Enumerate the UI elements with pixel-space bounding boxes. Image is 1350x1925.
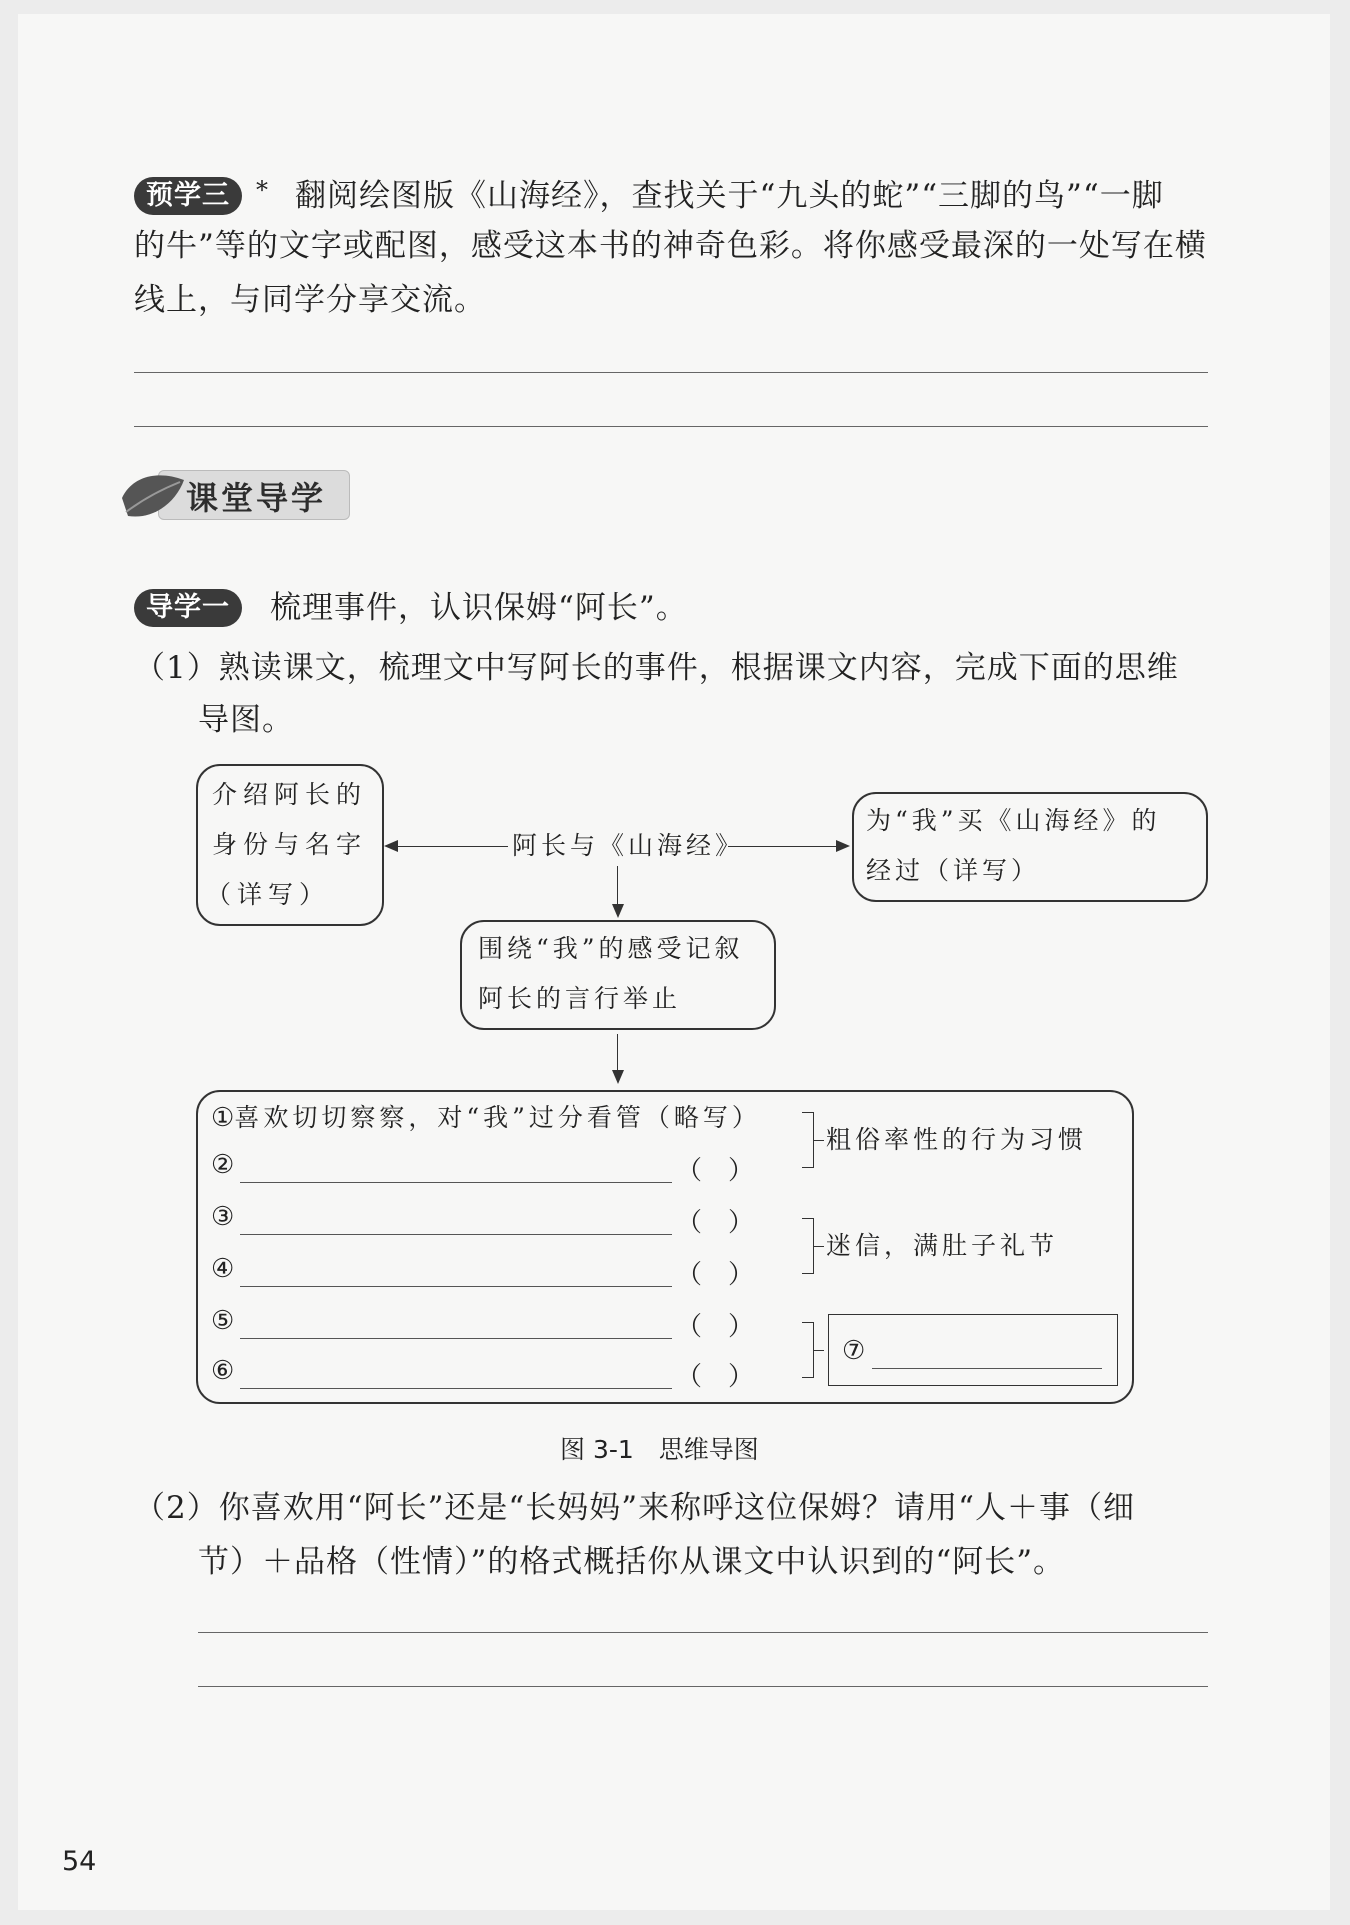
q1-line2: 导图。 — [198, 702, 294, 738]
group-3-num: ⑦ — [842, 1336, 866, 1366]
left-box-line2: 身份与名字 — [212, 830, 368, 859]
event-3-paren[interactable]: （ ） — [676, 1208, 755, 1238]
event-2-blank[interactable] — [240, 1182, 672, 1183]
right-box-line2: 经过（详写） — [866, 856, 1041, 885]
arrowhead-down-2-icon — [611, 1070, 625, 1084]
event-row-6 — [211, 1356, 245, 1386]
bracket-2 — [802, 1218, 814, 1274]
bracket-1-tick — [814, 1140, 824, 1141]
arrowhead-down-1-icon — [611, 904, 625, 918]
arrow-to-right — [728, 846, 838, 847]
bracket-2-tick — [814, 1246, 824, 1247]
event-5-num: ⑤ — [211, 1306, 235, 1336]
left-box-line3: （详写） — [206, 880, 331, 909]
event-2-num: ② — [211, 1150, 235, 1180]
event-4-blank[interactable] — [240, 1286, 672, 1287]
event-row-5 — [211, 1306, 245, 1336]
group-2-label: 迷信，满肚子礼节 — [826, 1231, 1059, 1260]
section1-line3: 线上，与同学分享交流。 — [134, 282, 486, 318]
bracket-1 — [802, 1112, 814, 1168]
arrow-down-2 — [617, 1034, 618, 1072]
right-box-line1: 为“我”买《山海经》的 — [866, 806, 1161, 835]
leaf-icon — [118, 468, 188, 524]
event-4-paren[interactable]: （ ） — [676, 1260, 755, 1290]
event-4-num: ④ — [211, 1254, 235, 1284]
arrow-to-left — [396, 846, 508, 847]
bracket-3-tick — [814, 1350, 824, 1351]
left-box — [196, 764, 384, 926]
event-row-2 — [211, 1150, 245, 1180]
answer-line-1[interactable] — [134, 372, 1208, 373]
arrowhead-left-icon — [384, 839, 400, 853]
section1-line1 — [134, 162, 1164, 224]
section2-heading-text: 梳理事件，认识保姆“阿长”。 — [270, 590, 688, 626]
section-banner — [118, 464, 352, 526]
event-5-paren[interactable]: （ ） — [676, 1312, 755, 1342]
bracket-3 — [802, 1322, 814, 1378]
left-box-line1: 介绍阿长的 — [212, 780, 368, 809]
event-row-1 — [211, 1098, 761, 1138]
event-3-blank[interactable] — [240, 1234, 672, 1235]
answer-line-2[interactable] — [134, 426, 1208, 427]
q2-line2: 节）＋品格（性情）”的格式概括你从课文中认识到的“阿长”。 — [198, 1544, 1066, 1580]
event-6-blank[interactable] — [240, 1388, 672, 1389]
figure-caption: 图 3-1 思维导图 — [560, 1435, 759, 1464]
event-2-paren[interactable]: （ ） — [676, 1156, 755, 1186]
event-3-num: ③ — [211, 1202, 235, 1232]
arrowhead-right-icon — [836, 839, 852, 853]
event-6-paren[interactable]: （ ） — [676, 1362, 755, 1392]
q1-line1: （1）熟读课文，梳理文中写阿长的事件，根据课文内容，完成下面的思维 — [134, 650, 1179, 686]
section1-badge: 预学三 — [134, 177, 242, 215]
section1-star: * — [256, 176, 269, 204]
section1-line2: 的牛”等的文字或配图，感受这本书的神奇色彩。将你感受最深的一处写在横 — [134, 228, 1207, 264]
arrow-down-1 — [617, 866, 618, 906]
mid-box — [460, 920, 776, 1030]
section1-text-1: 翻阅绘图版《山海经》，查找关于“九头的蛇”“三脚的鸟”“一脚 — [295, 178, 1164, 214]
group-3-box — [828, 1314, 1118, 1386]
right-box — [852, 792, 1208, 902]
event-1-text: 喜欢切切察察，对“我”过分看管（略写） — [234, 1103, 761, 1132]
center-label: 阿长与《山海经》 — [512, 831, 745, 860]
page-number: 54 — [62, 1846, 97, 1877]
q2-line1: （2）你喜欢用“阿长”还是“长妈妈”来称呼这位保姆？请用“人＋事（细 — [134, 1490, 1135, 1526]
event-5-blank[interactable] — [240, 1338, 672, 1339]
section2-heading — [134, 580, 688, 636]
q2-answer-line-1[interactable] — [198, 1632, 1208, 1633]
event-6-num: ⑥ — [211, 1356, 235, 1386]
event-row-4 — [211, 1254, 245, 1284]
event-row-3 — [211, 1202, 245, 1232]
group-1-label: 粗俗率性的行为习惯 — [826, 1125, 1088, 1154]
mid-box-line2: 阿长的言行举止 — [478, 984, 682, 1013]
q2-answer-line-2[interactable] — [198, 1686, 1208, 1687]
mid-box-line1: 围绕“我”的感受记叙 — [478, 934, 744, 963]
banner-title: 课堂导学 — [186, 479, 327, 517]
event-1-num: ① — [211, 1103, 235, 1133]
section2-badge: 导学一 — [134, 589, 242, 627]
group-3-blank[interactable] — [872, 1368, 1102, 1369]
